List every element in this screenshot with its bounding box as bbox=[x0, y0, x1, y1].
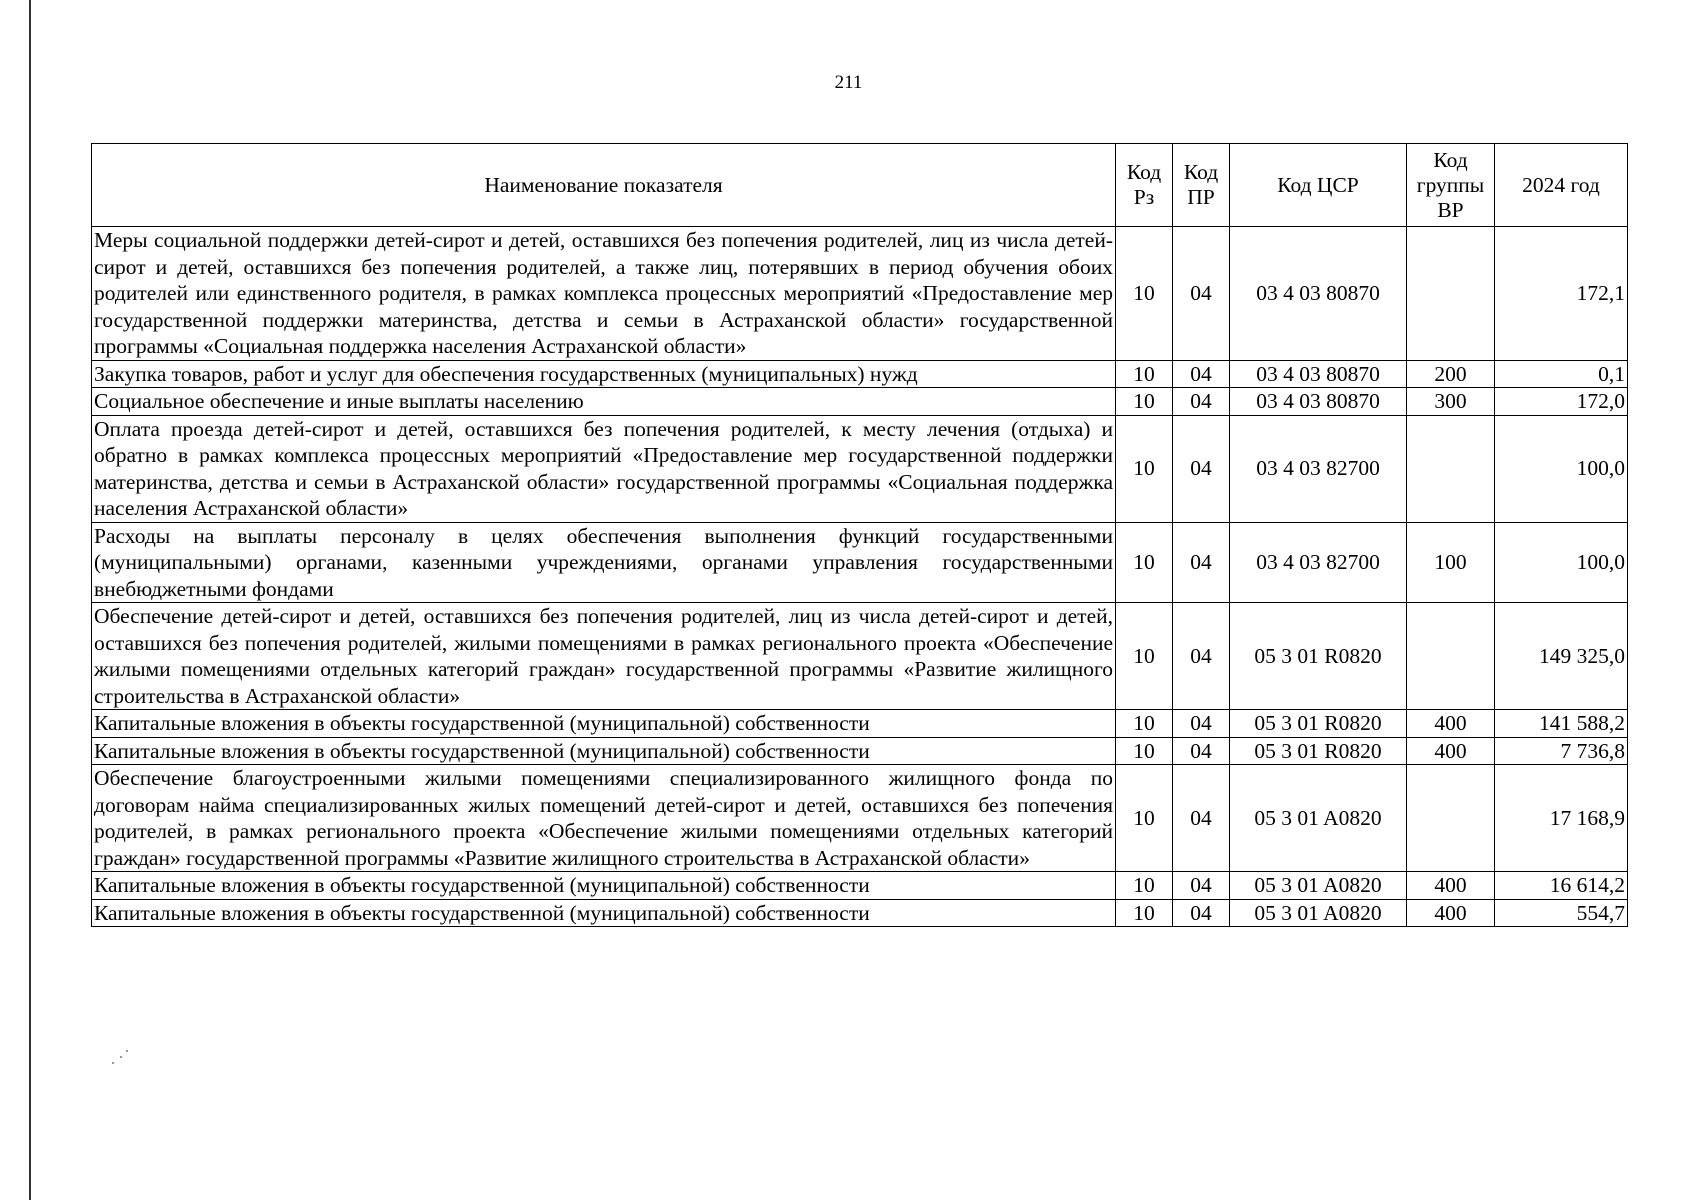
cell-name: Закупка товаров, работ и услуг для обеспечения государственных (муниципальных) нужд bbox=[92, 360, 1116, 388]
cell-pr: 04 bbox=[1173, 737, 1230, 765]
header-csr: Код ЦСР bbox=[1230, 144, 1407, 227]
cell-csr: 03 4 03 80870 bbox=[1230, 227, 1407, 361]
cell-amount: 17 168,9 bbox=[1495, 765, 1628, 872]
cell-pr: 04 bbox=[1173, 765, 1230, 872]
cell-name: Расходы на выплаты персоналу в целях обеспечения выполнения функций государственными (муниципальными) органами, казенными учреждениями, органами управления государственными внебюджетными фондами bbox=[92, 522, 1116, 603]
cell-amount: 100,0 bbox=[1495, 522, 1628, 603]
cell-pr: 04 bbox=[1173, 603, 1230, 710]
header-pr: Код ПР bbox=[1173, 144, 1230, 227]
cell-vr: 200 bbox=[1407, 360, 1495, 388]
cell-pr: 04 bbox=[1173, 388, 1230, 416]
cell-amount: 7 736,8 bbox=[1495, 737, 1628, 765]
cell-pr: 04 bbox=[1173, 710, 1230, 738]
cell-name: Социальное обеспечение и иные выплаты населению bbox=[92, 388, 1116, 416]
cell-amount: 100,0 bbox=[1495, 415, 1628, 522]
cell-csr: 03 4 03 82700 bbox=[1230, 415, 1407, 522]
cell-pr: 04 bbox=[1173, 899, 1230, 927]
table-row bbox=[92, 388, 1628, 416]
cell-name: Меры социальной поддержки детей-сирот и детей, оставшихся без попечения родителей, лиц из числа детей-сирот и детей, оставшихся без попечения родителей, а также лиц, потерявших в период обучения обоих родителей или единственного родителя, в рамках комплекса процессных мероприятий «Предоставление мер государственной поддержки материнства, детства и семьи в Астраханской области» государственной программы «Социальная поддержка населения Астраханской области» bbox=[92, 227, 1116, 361]
cell-vr: 400 bbox=[1407, 872, 1495, 900]
cell-vr bbox=[1407, 415, 1495, 522]
cell-csr: 03 4 03 80870 bbox=[1230, 360, 1407, 388]
table-row bbox=[92, 737, 1628, 765]
cell-name: Капитальные вложения в объекты государственной (муниципальной) собственности bbox=[92, 872, 1116, 900]
cell-amount: 16 614,2 bbox=[1495, 872, 1628, 900]
table-row bbox=[92, 522, 1628, 603]
table-row bbox=[92, 710, 1628, 738]
cell-rz: 10 bbox=[1116, 227, 1173, 361]
page-number: 211 bbox=[834, 72, 863, 93]
cell-rz: 10 bbox=[1116, 899, 1173, 927]
cell-rz: 10 bbox=[1116, 872, 1173, 900]
cell-csr: 05 3 01 R0820 bbox=[1230, 710, 1407, 738]
cell-pr: 04 bbox=[1173, 522, 1230, 603]
table-row bbox=[92, 603, 1628, 710]
table-row bbox=[92, 872, 1628, 900]
cell-vr: 400 bbox=[1407, 899, 1495, 927]
header-name: Наименование показателя bbox=[92, 144, 1116, 227]
cell-amount: 554,7 bbox=[1495, 899, 1628, 927]
cell-name: Капитальные вложения в объекты государственной (муниципальной) собственности bbox=[92, 737, 1116, 765]
header-year: 2024 год bbox=[1495, 144, 1628, 227]
cell-rz: 10 bbox=[1116, 603, 1173, 710]
cell-name: Капитальные вложения в объекты государственной (муниципальной) собственности bbox=[92, 710, 1116, 738]
cell-amount: 172,1 bbox=[1495, 227, 1628, 361]
cell-name: Обеспечение детей-сирот и детей, оставшихся без попечения родителей, лиц из числа детей-сирот и детей, оставшихся без попечения родителей, жилыми помещениями в рамках регионального проекта «Обеспечение жилыми помещениями отдельных категорий граждан» государственной программы «Развитие жилищного строительства в Астраханской области» bbox=[92, 603, 1116, 710]
cell-pr: 04 bbox=[1173, 227, 1230, 361]
scan-left-margin-line bbox=[29, 0, 31, 1200]
cell-csr: 03 4 03 80870 bbox=[1230, 388, 1407, 416]
header-vr: Код группы ВР bbox=[1407, 144, 1495, 227]
cell-pr: 04 bbox=[1173, 415, 1230, 522]
cell-rz: 10 bbox=[1116, 710, 1173, 738]
cell-pr: 04 bbox=[1173, 872, 1230, 900]
cell-vr bbox=[1407, 227, 1495, 361]
cell-rz: 10 bbox=[1116, 360, 1173, 388]
cell-rz: 10 bbox=[1116, 737, 1173, 765]
table-row bbox=[92, 360, 1628, 388]
cell-amount: 141 588,2 bbox=[1495, 710, 1628, 738]
cell-amount: 0,1 bbox=[1495, 360, 1628, 388]
cell-vr: 100 bbox=[1407, 522, 1495, 603]
cell-csr: 05 3 01 A0820 bbox=[1230, 899, 1407, 927]
table-row bbox=[92, 899, 1628, 927]
cell-csr: 05 3 01 R0820 bbox=[1230, 737, 1407, 765]
table-row bbox=[92, 765, 1628, 872]
scan-specks bbox=[112, 1050, 132, 1070]
cell-vr bbox=[1407, 765, 1495, 872]
cell-rz: 10 bbox=[1116, 388, 1173, 416]
cell-amount: 172,0 bbox=[1495, 388, 1628, 416]
cell-csr: 03 4 03 82700 bbox=[1230, 522, 1407, 603]
cell-vr: 400 bbox=[1407, 737, 1495, 765]
cell-rz: 10 bbox=[1116, 415, 1173, 522]
cell-rz: 10 bbox=[1116, 522, 1173, 603]
cell-vr bbox=[1407, 603, 1495, 710]
cell-csr: 05 3 01 A0820 bbox=[1230, 872, 1407, 900]
cell-name: Обеспечение благоустроенными жилыми помещениями специализированного жилищного фонда по договорам найма специализированных жилых помещений детей-сирот и детей, оставшихся без попечения родителей, в рамках регионального проекта «Обеспечение жилыми помещениями отдельных категорий граждан» государственной программы «Развитие жилищного строительства в Астраханской области» bbox=[92, 765, 1116, 872]
table-row bbox=[92, 415, 1628, 522]
cell-pr: 04 bbox=[1173, 360, 1230, 388]
cell-vr: 400 bbox=[1407, 710, 1495, 738]
budget-table bbox=[91, 143, 1628, 927]
cell-csr: 05 3 01 A0820 bbox=[1230, 765, 1407, 872]
cell-csr: 05 3 01 R0820 bbox=[1230, 603, 1407, 710]
cell-name: Оплата проезда детей-сирот и детей, оставшихся без попечения родителей, к месту лечения (отдыха) и обратно в рамках комплекса процессных мероприятий «Предоставление мер государственной поддержки материнства, детства и семьи в Астраханской области» государственной программы «Социальная поддержка населения Астраханской области» bbox=[92, 415, 1116, 522]
header-rz: Код Рз bbox=[1116, 144, 1173, 227]
cell-vr: 300 bbox=[1407, 388, 1495, 416]
cell-name: Капитальные вложения в объекты государственной (муниципальной) собственности bbox=[92, 899, 1116, 927]
table-row bbox=[92, 227, 1628, 361]
table-header-row bbox=[92, 144, 1628, 227]
cell-amount: 149 325,0 bbox=[1495, 603, 1628, 710]
cell-rz: 10 bbox=[1116, 765, 1173, 872]
table-body bbox=[92, 227, 1628, 927]
